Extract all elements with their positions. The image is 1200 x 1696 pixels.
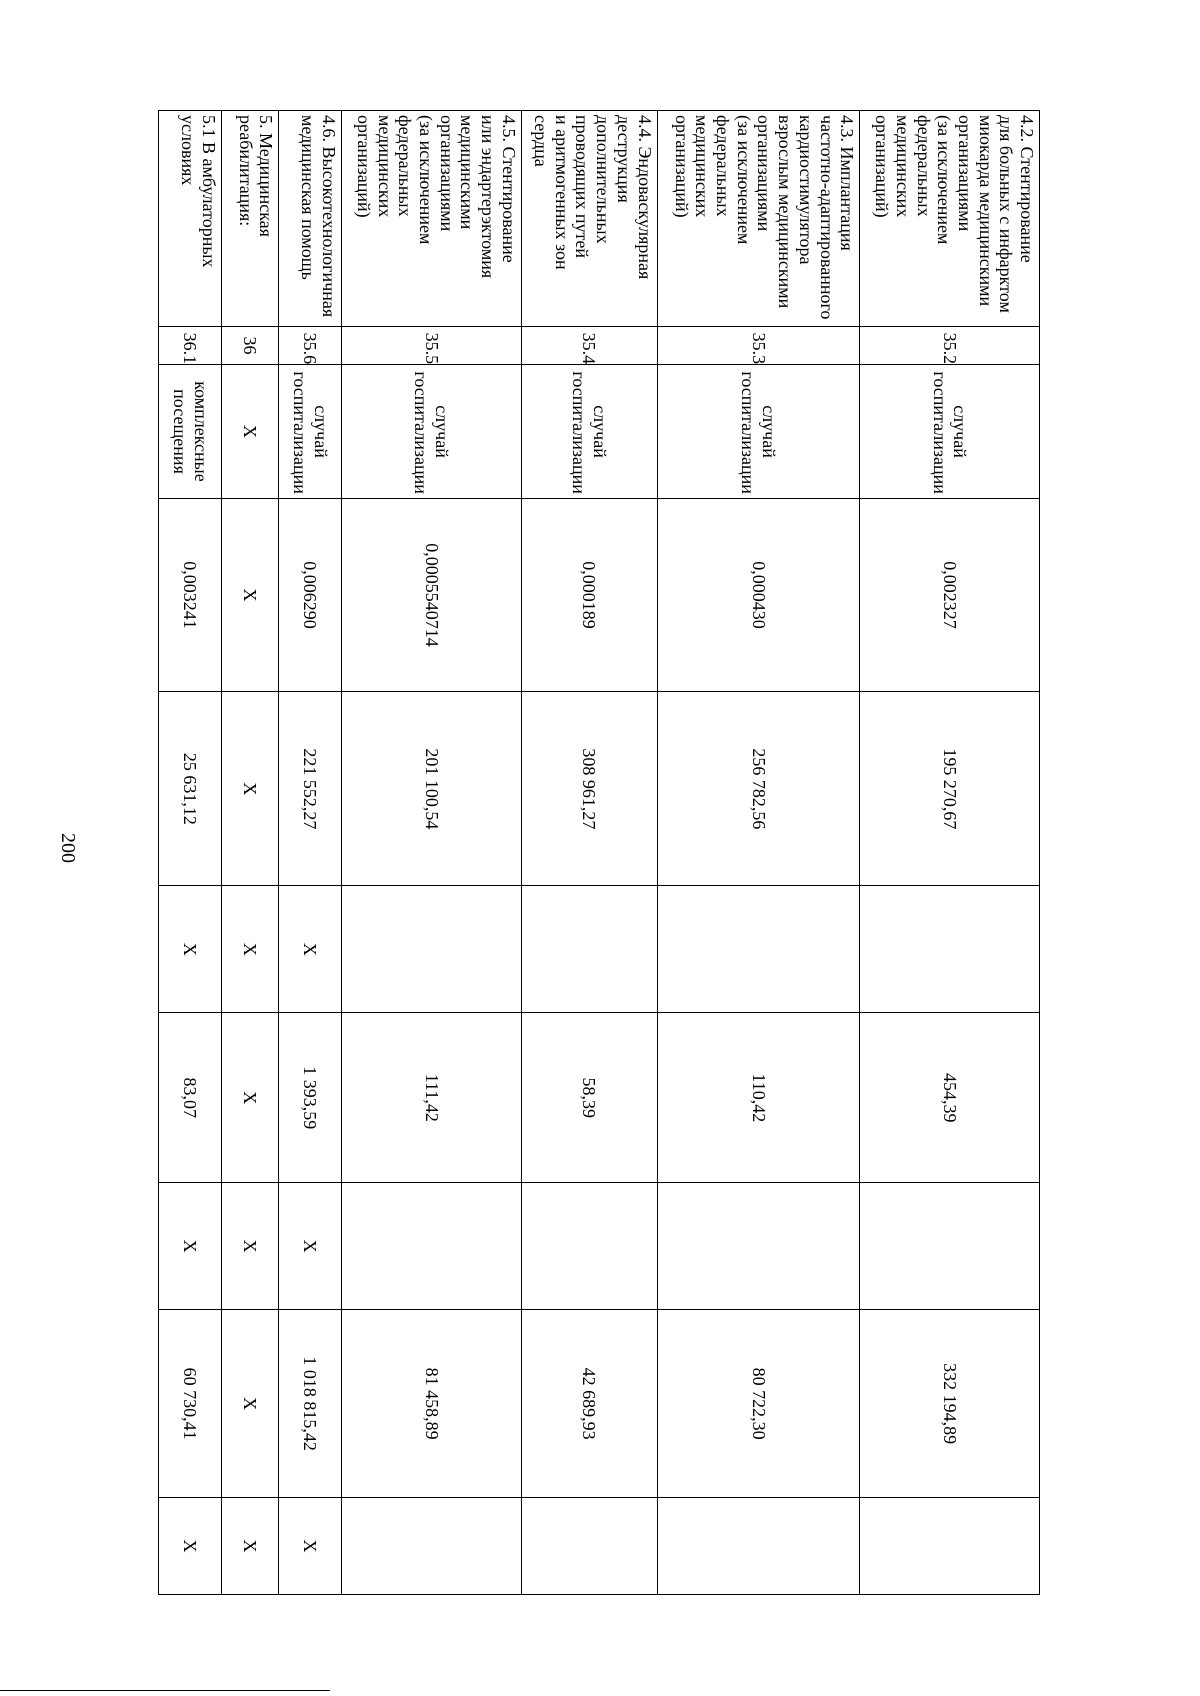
col9-cell: Х <box>221 1310 278 1498</box>
col8-cell <box>860 1183 1040 1310</box>
col7-cell: 454,39 <box>860 1013 1040 1183</box>
col10-cell <box>860 1498 1040 1595</box>
section-name: 4.6. Высокотехнологичная медицинская помощь <box>279 111 342 327</box>
col8-cell <box>341 1183 521 1310</box>
norm-cell: 0,000189 <box>521 498 657 692</box>
col6-cell <box>657 886 860 1013</box>
col6-cell <box>521 886 657 1013</box>
cost-cell: 221 552,27 <box>279 692 342 886</box>
page-number: 200 <box>57 833 79 863</box>
row-code: 36.1 <box>159 326 222 365</box>
col10-cell <box>521 1498 657 1595</box>
unit-cell: случай госпитализации <box>860 365 1040 498</box>
col6-cell: Х <box>279 886 342 1013</box>
cost-cell: 195 270,67 <box>860 692 1040 886</box>
unit-cell: Х <box>221 365 278 498</box>
scan-artifact-line <box>0 1690 330 1691</box>
norm-cell: 0,002327 <box>860 498 1040 692</box>
row-code: 35.6 <box>279 326 342 365</box>
cost-cell: 201 100,54 <box>341 692 521 886</box>
table-row <box>657 111 860 1595</box>
col10-cell: Х <box>159 1498 222 1595</box>
col6-cell: Х <box>159 886 222 1013</box>
col10-cell <box>341 1498 521 1595</box>
table-row <box>221 111 278 1595</box>
section-name: 4.5. Стентирование или эндартерэктомия медицинскими организациями (за исключением федеральных медицинских организаций) <box>341 111 521 327</box>
col7-cell: 111,42 <box>341 1013 521 1183</box>
cost-cell: 256 782,56 <box>657 692 860 886</box>
col6-cell <box>860 886 1040 1013</box>
row-code: 36 <box>221 326 278 365</box>
col8-cell: Х <box>159 1183 222 1310</box>
col9-cell: 42 689,93 <box>521 1310 657 1498</box>
col9-cell: 1 018 815,42 <box>279 1310 342 1498</box>
col7-cell: 110,42 <box>657 1013 860 1183</box>
col8-cell: Х <box>279 1183 342 1310</box>
table-row <box>159 111 222 1595</box>
norm-cell: 0,0005540714 <box>341 498 521 692</box>
norm-cell: Х <box>221 498 278 692</box>
section-name: 4.2. Стентирование для больных с инфарктом миокарда медицинскими организациями (за исключением федеральных медицинских организаций) <box>860 111 1040 327</box>
section-name: 5.1 В амбулаторных условиях <box>159 111 222 327</box>
section-name: 4.4. Эндоваскулярная деструкция дополнительных проводящих путей и аритмогенных зон сердца <box>521 111 657 327</box>
col9-cell: 81 458,89 <box>341 1310 521 1498</box>
unit-cell: случай госпитализации <box>521 365 657 498</box>
cost-cell: Х <box>221 692 278 886</box>
row-code: 35.4 <box>521 326 657 365</box>
rotated-table-wrapper <box>158 110 1040 1595</box>
col8-cell <box>521 1183 657 1310</box>
row-code: 35.2 <box>860 326 1040 365</box>
row-code: 35.5 <box>341 326 521 365</box>
unit-cell: случай госпитализации <box>341 365 521 498</box>
col10-cell: Х <box>221 1498 278 1595</box>
table-row <box>279 111 342 1595</box>
col7-cell: 1 393,59 <box>279 1013 342 1183</box>
col8-cell <box>657 1183 860 1310</box>
col7-cell: 83,07 <box>159 1013 222 1183</box>
tariff-table <box>158 110 1040 1595</box>
unit-cell: случай госпитализации <box>657 365 860 498</box>
col7-cell: Х <box>221 1013 278 1183</box>
norm-cell: 0,003241 <box>159 498 222 692</box>
unit-cell: комплексные посещения <box>159 365 222 498</box>
cost-cell: 308 961,27 <box>521 692 657 886</box>
col10-cell: Х <box>279 1498 342 1595</box>
col9-cell: 60 730,41 <box>159 1310 222 1498</box>
col6-cell <box>341 886 521 1013</box>
norm-cell: 0,006290 <box>279 498 342 692</box>
section-name: 4.3. Имплантация частотно-адаптированного кардиостимулятора взрослым медицинскими организациями (за исключением федеральных медицинских организаций) <box>657 111 860 327</box>
col9-cell: 332 194,89 <box>860 1310 1040 1498</box>
section-name: 5. Медицинская реабилитация: <box>221 111 278 327</box>
table-row <box>521 111 657 1595</box>
table-row <box>860 111 1040 1595</box>
table-row <box>341 111 521 1595</box>
norm-cell: 0,000430 <box>657 498 860 692</box>
cost-cell: 25 631,12 <box>159 692 222 886</box>
row-code: 35.3 <box>657 326 860 365</box>
unit-cell: случай госпитализации <box>279 365 342 498</box>
col10-cell <box>657 1498 860 1595</box>
col7-cell: 58,39 <box>521 1013 657 1183</box>
col6-cell: Х <box>221 886 278 1013</box>
col8-cell: Х <box>221 1183 278 1310</box>
col9-cell: 80 722,30 <box>657 1310 860 1498</box>
